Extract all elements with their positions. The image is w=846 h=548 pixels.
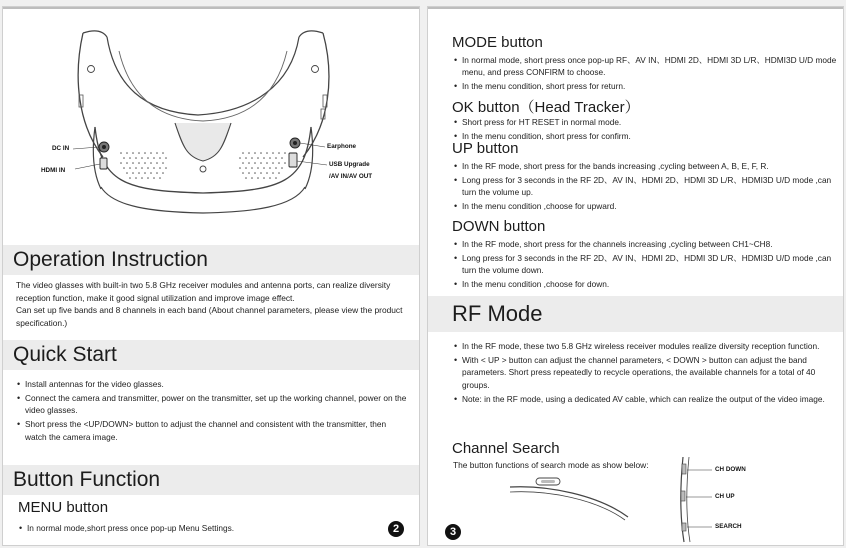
channel-search-text: The button functions of search mode as show below:	[453, 460, 649, 470]
operation-body-2: Can set up five bands and 8 channels in each band (About channel parameters, please view the product specification.)	[16, 305, 403, 328]
ch-down-button-icon	[682, 464, 686, 474]
operation-body: The video glasses with built-in two 5.8 GHz receiver modules and antenna ports, can realize diversity reception function, make it good signal utilization and improve image effect.	[16, 280, 391, 303]
right-page	[427, 6, 844, 546]
up-button-list	[453, 160, 838, 214]
glasses-side-button-diagram	[428, 447, 844, 546]
list-item: • In normal mode,short press once pop-up Menu Settings.	[18, 522, 378, 534]
ch-up-button-icon	[681, 491, 685, 501]
hdmi-in-port-icon	[100, 158, 107, 169]
list-item: • With < UP > button can adjust the channel parameters, < DOWN > button can adjust the band parameters. Short press repeatedly to recycle operations, the available channels for a total of 40 groups.	[453, 354, 838, 391]
list-item: • Short press the <UP/DOWN> button to adjust the channel and consistent with the transmitter, then watch the camera image.	[16, 418, 409, 443]
earphone-label: Earphone	[327, 143, 357, 150]
left-page	[2, 6, 420, 546]
list-item: • Short press for HT RESET in normal mode.	[453, 116, 838, 128]
search-button-icon	[682, 523, 686, 531]
top-rule	[428, 7, 843, 9]
hdmi-in-label: HDMI IN	[41, 167, 66, 174]
ch-up-label: CH UP	[715, 493, 735, 500]
list-item: • Long press for 3 seconds in the RF 2D、AV IN、HDMI 2D、HDMI 3D L/R、HDMI3D U/D mode ,can turn the volume down.	[453, 252, 838, 277]
up-button-subheading: UP button	[452, 140, 519, 157]
mode-button-list	[453, 54, 838, 94]
rf-mode-heading: RF Mode	[428, 296, 843, 332]
list-item: • In the menu condition, short press for return.	[453, 80, 838, 92]
menu-button-list	[18, 522, 378, 536]
down-button-subheading: DOWN button	[452, 218, 546, 235]
menu-button-subheading: MENU button	[18, 499, 109, 516]
quick-start-list	[16, 378, 409, 445]
list-item: • In the menu condition, short press for confirm.	[453, 130, 838, 142]
ch-down-label: CH DOWN	[715, 466, 746, 473]
page-number-badge: 3	[445, 524, 461, 540]
down-button-list	[453, 238, 838, 292]
usb-av-port-icon	[289, 153, 297, 167]
quick-start-heading: Quick Start	[3, 340, 419, 370]
dc-in-label: DC IN	[52, 145, 70, 152]
list-item: • In the RF mode, short press for the channels increasing ,cycling between CH1~CH8.	[453, 238, 838, 250]
button-function-heading: Button Function	[3, 465, 419, 495]
list-item: • In the RF mode, these two 5.8 GHz wireless receiver modules realize diversity reception function.	[453, 340, 838, 352]
search-label: SEARCH	[715, 523, 742, 530]
ok-button-subheading: OK button（Head Tracker）	[452, 99, 640, 116]
channel-search-subheading: Channel Search	[452, 440, 560, 457]
mode-button-subheading: MODE button	[452, 34, 543, 51]
list-item: • Connect the camera and transmitter, power on the transmitter, set up the working channel, power on the video glasses.	[16, 392, 409, 417]
rf-mode-list	[453, 340, 838, 407]
list-item: • Long press for 3 seconds in the RF 2D、AV IN、HDMI 2D、HDMI 3D L/R、HDMI3D U/D mode ,can turn the volume up.	[453, 174, 838, 199]
list-item: • In the menu condition ,choose for upward.	[453, 200, 838, 212]
list-item: • Note: in the RF mode, using a dedicated AV cable, which can realize the output of the video image.	[453, 393, 838, 405]
operation-instruction-text	[16, 279, 411, 329]
left-speaker-grille	[120, 152, 167, 179]
page-number-badge: 2	[388, 521, 404, 537]
list-item: • In normal mode, short press once pop-up RF、AV IN、HDMI 2D、HDMI 3D L/R、HDMI3D U/D mode menu, and press CONFIRM to choose.	[453, 54, 838, 79]
list-item: • Install antennas for the video glasses.	[16, 378, 409, 390]
list-item: • In the RF mode, short press for the bands increasing ,cycling between A, B, E, F, R.	[453, 160, 838, 172]
video-glasses-illustration	[3, 7, 420, 222]
operation-instruction-heading: Operation Instruction	[3, 245, 419, 275]
usb-upgrade-label: USB Upgrade	[329, 161, 370, 168]
right-speaker-grille	[239, 152, 286, 179]
list-item: • In the menu condition ,choose for down.	[453, 278, 838, 290]
av-in-out-label: /AV IN/AV OUT	[329, 173, 373, 180]
